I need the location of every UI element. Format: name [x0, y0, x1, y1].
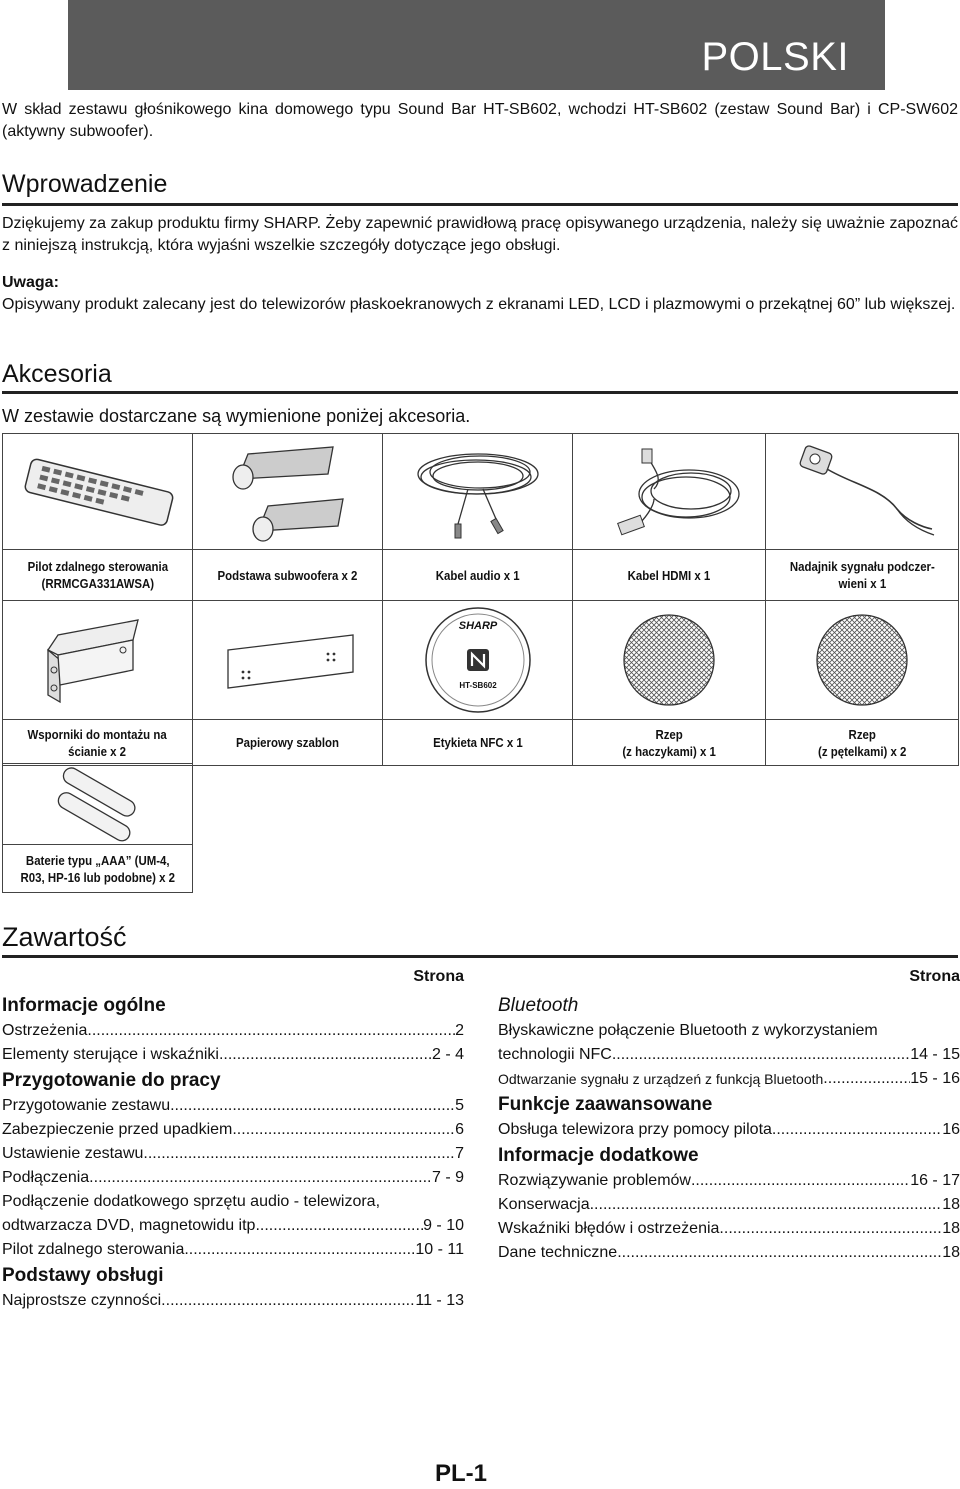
toc-leader-dots [89, 1166, 432, 1190]
toc-entry[interactable] [2, 1043, 464, 1067]
toc-entry-title: Wskaźniki błędów i ostrzeżenia [498, 1220, 720, 1237]
intro-paragraph: Dziękujemy za zakup produktu firmy SHARP. Żeby zapewnić prawidłową pracę opisywanego urządzenia, należy się uważnie zapoznać z niniejszą instrukcją, która wyjaśni wszelkie szczegóły dotyczące jego obsługi. [2, 215, 958, 254]
toc-entry-page: 18 [942, 1220, 960, 1237]
toc-entry-title: Zabezpieczenie przed upadkiem [2, 1121, 233, 1138]
remote-image [3, 434, 193, 550]
toc-leader-dots [691, 1169, 910, 1193]
toc-entry-title: Pilot zdalnego sterowania [2, 1241, 185, 1258]
toc-entry-title: technologii NFC [498, 1046, 612, 1063]
accessories-table-batteries [2, 763, 193, 893]
toc-entry-page: 11 - 13 [415, 1292, 464, 1309]
toc-entry-title: Ostrzeżenia [2, 1022, 88, 1039]
accessory-label: Kabel HDMI x 1 [573, 550, 766, 601]
toc-leader-dots [772, 1118, 942, 1142]
accessory-label: Baterie typu „AAA” (UM-4, R03, HP-16 lub podobne) x 2 [3, 845, 193, 893]
hdmi-cable-icon [594, 439, 744, 544]
accessory-label: Kabel audio x 1 [383, 550, 573, 601]
ir-blaster-icon [782, 439, 942, 544]
toc-entry-page: 10 - 11 [415, 1241, 464, 1258]
toc-leader-dots [232, 1118, 455, 1142]
toc-entry[interactable] [498, 1241, 960, 1265]
toc-entry-page: 16 [942, 1121, 960, 1138]
toc-leader-dots [823, 1067, 910, 1091]
toc-leader-dots [719, 1217, 942, 1241]
toc-entry-title: Rozwiązywanie problemów [498, 1172, 691, 1189]
toc-entry-title: Obsługa telewizora przy pomocy pilota [498, 1121, 772, 1138]
toc-entry-title: Błyskawiczne połączenie Bluetooth z wykorzystaniem [498, 1022, 878, 1039]
toc-entry-page: 14 - 15 [910, 1046, 960, 1063]
toc-leader-dots [260, 1214, 423, 1238]
toc-entry-page: 6 [455, 1121, 464, 1138]
toc-right-column [498, 968, 960, 1265]
paper-template-image [193, 601, 383, 720]
note-text: Opisywany produkt zalecany jest do telewizorów płaskoekranowych z ekranami LED, LCD i plazmowymi o przekątnej 60” lub większej. [2, 296, 956, 313]
page-number: PL-1 [435, 1460, 488, 1487]
section-title-zawartosc: Zawartość [2, 922, 127, 952]
section-title-wprowadzenie: Wprowadzenie [2, 170, 168, 198]
toc-heading: Przygotowanie do pracy [2, 1070, 221, 1091]
toc-entry[interactable] [498, 1217, 960, 1241]
toc-entry[interactable] [498, 1043, 960, 1067]
hdmi-cable-image [573, 434, 766, 550]
toc-entry[interactable] [498, 1193, 960, 1217]
toc-entry-page: 18 [942, 1196, 960, 1213]
toc-entry-title: Najprostsze czynności [2, 1292, 162, 1309]
accessory-label: Etykieta NFC x 1 [383, 720, 573, 766]
section-rule [2, 955, 958, 958]
toc-entry[interactable] [498, 1118, 960, 1142]
note-label: Uwaga: [2, 274, 59, 291]
remote-icon [18, 447, 178, 537]
toc-entry-title: Podłączenia [2, 1169, 90, 1186]
toc-entry[interactable] [2, 1019, 464, 1043]
accessory-label: Nadajnik sygnału podczer- wieni x 1 [766, 550, 959, 601]
toc-entry-title: odtwarzacza DVD, magnetowidu itp. [2, 1217, 260, 1234]
accessories-table [2, 433, 959, 766]
toc-leader-dots [219, 1043, 432, 1067]
toc-entry-page: 5 [455, 1097, 464, 1114]
toc-entry-title: Konserwacja [498, 1196, 590, 1213]
toc-entry[interactable] [2, 1238, 464, 1262]
toc-page-label: Strona [413, 968, 464, 985]
section-rule [2, 391, 958, 394]
toc-entry[interactable] [2, 1214, 464, 1238]
velcro-loop-icon [812, 610, 912, 710]
toc-entry-page: 2 [455, 1022, 464, 1039]
subwoofer-stand-image [193, 434, 383, 550]
toc-leader-dots [184, 1238, 415, 1262]
nfc-brand: SHARP [458, 620, 498, 632]
audio-cable-image [383, 434, 573, 550]
toc-entry-title: Odtwarzanie sygnału z urządzeń z funkcją Bluetooth [498, 1071, 824, 1087]
nfc-model: HT-SB602 [459, 681, 497, 690]
accessory-label: Pilot zdalnego sterowania (RRMCGA331AWSA) [3, 550, 193, 601]
toc-entry[interactable] [2, 1289, 464, 1313]
toc-entry[interactable] [2, 1094, 464, 1118]
toc-heading: Podstawy obsługi [2, 1265, 164, 1286]
nfc-label-image [383, 601, 573, 720]
language-title: POLSKI [701, 35, 849, 79]
toc-page-label: Strona [909, 968, 960, 985]
toc-heading: Informacje dodatkowe [498, 1145, 699, 1166]
toc-entry-page: 15 - 16 [910, 1070, 960, 1087]
toc-entry-page: 2 - 4 [431, 1046, 464, 1063]
toc-entry-title: Dane techniczne [498, 1244, 618, 1261]
toc-heading: Bluetooth [498, 995, 579, 1016]
toc-entry-title: Ustawienie zestawu [2, 1145, 144, 1162]
toc-entry-page: 18 [942, 1244, 960, 1261]
wall-bracket-image [3, 601, 193, 720]
toc-entry[interactable] [2, 1142, 464, 1166]
toc-leader-dots [143, 1142, 455, 1166]
language-banner [68, 0, 885, 90]
toc-entry-page: 9 - 10 [423, 1217, 464, 1234]
ir-blaster-image [766, 434, 959, 550]
toc-leader-dots [170, 1094, 455, 1118]
velcro-loop-image [766, 601, 959, 720]
toc-entry-page: 7 [455, 1145, 464, 1162]
toc-entry[interactable] [498, 1067, 960, 1091]
toc-leader-dots [161, 1289, 415, 1313]
toc-leader-dots [612, 1043, 910, 1067]
toc-entry[interactable] [498, 1019, 960, 1043]
toc-entry[interactable] [2, 1118, 464, 1142]
toc-entry-page: 16 - 17 [910, 1172, 960, 1189]
toc-entry-title: Podłączenie dodatkowego sprzętu audio - telewizora, [2, 1193, 381, 1210]
section-title-akcesoria: Akcesoria [2, 360, 112, 388]
accessory-label: Wsporniki do montażu na ścianie x 2 [3, 720, 193, 766]
battery-icon [43, 767, 153, 842]
toc-entry[interactable] [2, 1166, 464, 1190]
batteries-image [3, 764, 193, 845]
toc-left-column [2, 968, 464, 1313]
toc-leader-dots [87, 1019, 455, 1043]
toc-entry[interactable] [498, 1169, 960, 1193]
toc-heading: Informacje ogólne [2, 995, 166, 1016]
accessory-label: Podstawa subwoofera x 2 [193, 550, 383, 601]
toc-entry-title: Elementy sterujące i wskaźniki [2, 1046, 219, 1063]
toc-leader-dots [590, 1193, 943, 1217]
accessory-label: Rzep (z haczykami) x 1 [573, 720, 766, 766]
velcro-hook-image [573, 601, 766, 720]
template-icon [213, 610, 363, 710]
stand-icon [218, 439, 358, 544]
section-rule [2, 203, 958, 206]
intro-text: W skład zestawu głośnikowego kina domowego typu Sound Bar HT-SB602, wchodzi HT-SB602 (zestaw Sound Bar) i CP-SW602 (aktywny subwoofer). [2, 101, 958, 140]
accessory-label: Rzep (z pętelkami) x 2 [766, 720, 959, 766]
velcro-hook-icon [619, 610, 719, 710]
toc-heading: Funkcje zaawansowane [498, 1094, 713, 1115]
toc-entry-page: 7 - 9 [431, 1169, 464, 1186]
wall-bracket-icon [28, 610, 168, 710]
accessory-label: Papierowy szablon [193, 720, 383, 766]
toc-leader-dots [617, 1241, 942, 1265]
toc-entry[interactable] [2, 1190, 464, 1214]
audio-cable-icon [408, 439, 548, 544]
accessories-intro: W zestawie dostarczane są wymienione poniżej akcesoria. [2, 406, 471, 426]
toc-entry-title: Przygotowanie zestawu [2, 1097, 171, 1114]
